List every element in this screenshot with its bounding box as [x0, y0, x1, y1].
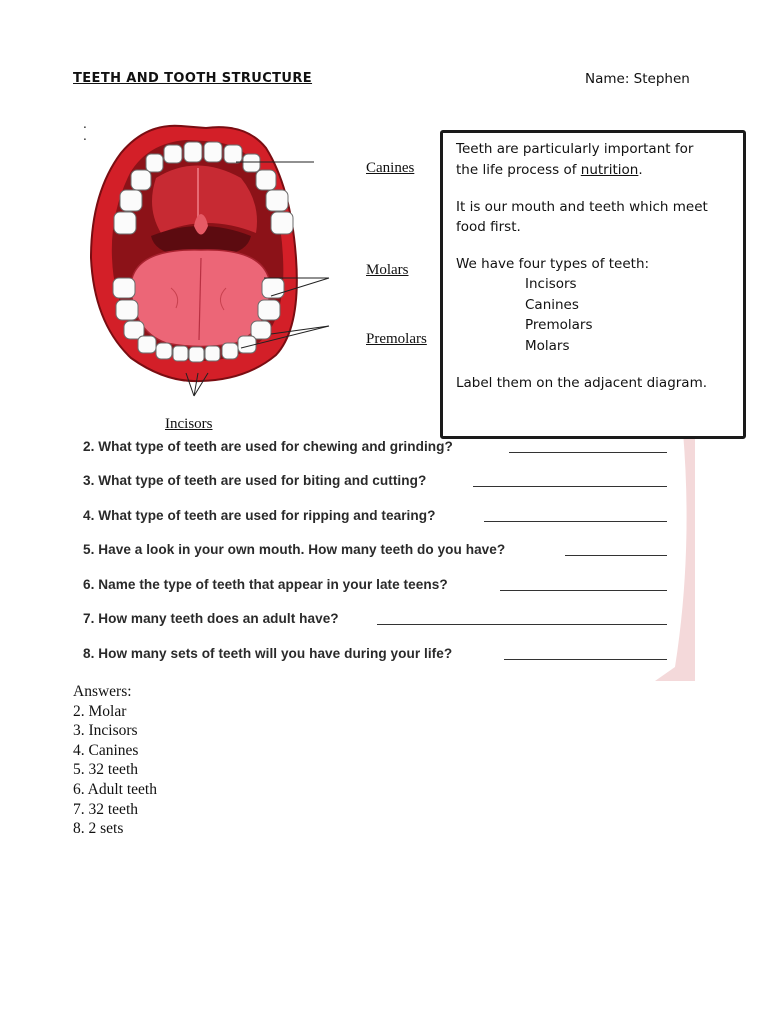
- answers-section: [73, 682, 157, 839]
- mouth-diagram: [86, 118, 336, 403]
- panel-corner-decoration: [655, 432, 695, 681]
- question-7: 7. How many teeth does an adult have?: [83, 611, 339, 626]
- question-2: 2. What type of teeth are used for chewing and grinding?: [83, 439, 453, 454]
- info-line-4: food first.: [456, 219, 521, 235]
- question-4: 4. What type of teeth are used for ripping and tearing?: [83, 508, 436, 523]
- answer-item: 3. Incisors: [73, 722, 138, 740]
- info-line-1: Teeth are particularly important for: [456, 141, 694, 157]
- bullet-dots: . .: [83, 117, 87, 143]
- student-name: Name: Stephen: [585, 71, 690, 87]
- question-5: 5. Have a look in your own mouth. How many teeth do you have?: [83, 542, 506, 557]
- type-incisors: Incisors: [525, 276, 577, 292]
- answer-line-7[interactable]: [377, 624, 667, 625]
- label-premolars: Premolars: [366, 331, 427, 347]
- type-molars: Molars: [525, 338, 570, 354]
- answer-item: 2. Molar: [73, 702, 127, 720]
- answers-heading: Answers:: [73, 683, 132, 700]
- label-canines: Canines: [366, 160, 415, 176]
- worksheet-title: TEETH AND TOOTH STRUCTURE: [73, 71, 313, 86]
- info-line-2-text: the life process of: [456, 162, 581, 178]
- answer-line-2[interactable]: [509, 452, 667, 453]
- question-6: 6. Name the type of teeth that appear in your late teens?: [83, 577, 448, 592]
- type-premolars: Premolars: [525, 317, 593, 333]
- answer-line-5[interactable]: [565, 555, 667, 556]
- question-3: 3. What type of teeth are used for biting and cutting?: [83, 473, 427, 488]
- answer-item: 8. 2 sets: [73, 820, 124, 838]
- answer-line-3[interactable]: [473, 486, 667, 487]
- info-box: [440, 130, 746, 439]
- answer-item: 6. Adult teeth: [73, 780, 157, 798]
- info-line-3: It is our mouth and teeth which meet: [456, 199, 708, 215]
- answer-line-4[interactable]: [484, 521, 667, 522]
- answer-item: 7. 32 teeth: [73, 800, 138, 818]
- info-instruction: Label them on the adjacent diagram.: [456, 375, 708, 391]
- info-line-2: [456, 160, 643, 180]
- answer-line-6[interactable]: [500, 590, 667, 591]
- type-canines: Canines: [525, 297, 579, 313]
- answer-item: 5. 32 teeth: [73, 761, 138, 779]
- info-line-5: We have four types of teeth:: [456, 256, 650, 272]
- nutrition-term: nutrition: [580, 162, 639, 178]
- label-incisors: Incisors: [165, 416, 213, 432]
- answer-item: 4. Canines: [73, 741, 139, 759]
- label-molars: Molars: [366, 262, 409, 278]
- question-8: 8. How many sets of teeth will you have during your life?: [83, 646, 453, 661]
- info-line-2-period: .: [638, 162, 643, 178]
- answer-line-8[interactable]: [504, 659, 667, 660]
